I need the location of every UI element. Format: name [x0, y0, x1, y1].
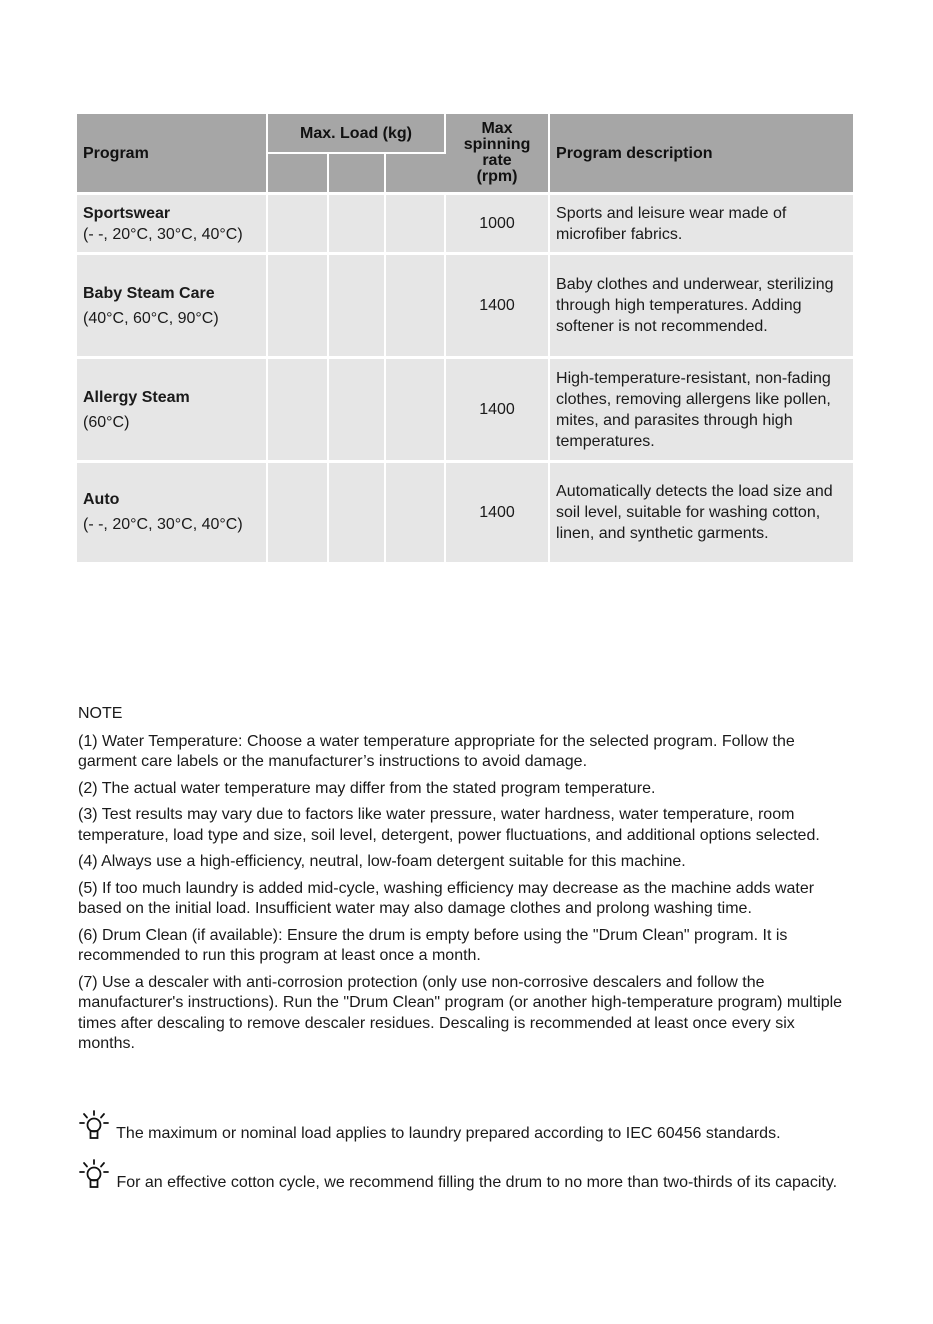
note-item: (6) Drum Clean (if available): Ensure the drum is empty before using the "Drum Clean" program. It is recommended to run this program at least once a month.: [78, 926, 788, 964]
program-temps: (60°C): [83, 413, 130, 431]
header-description: Program description: [549, 114, 853, 194]
load-cell: [267, 254, 328, 358]
program-name: Sportswear: [83, 204, 171, 222]
lightbulb-icon: [78, 1110, 112, 1140]
header-load-col-1: [267, 153, 328, 194]
program-cell: [77, 462, 267, 562]
table-row: [77, 254, 853, 358]
load-cell: [328, 358, 385, 462]
tips-section: [78, 1110, 853, 1207]
load-cell: [328, 254, 385, 358]
tip-item: [78, 1159, 853, 1194]
load-cell: [267, 194, 328, 254]
note-item: (1) Water Temperature: Choose a water temperature appropriate for the selected program. Follow the garment care labels or the manufacturer’s instructions to avoid damage.: [78, 732, 795, 770]
description-cell: Sports and leisure wear made of microfiber fabrics.: [549, 194, 853, 254]
note-item: (4) Always use a high-efficiency, neutral, low-foam detergent suitable for this machine.: [78, 853, 686, 870]
rpm-cell: 1400: [445, 358, 549, 462]
program-name: Allergy Steam: [83, 388, 190, 406]
rpm-cell: 1400: [445, 462, 549, 562]
tip-text: For an effective cotton cycle, we recommend filling the drum to no more than two-thirds of its capacity.: [116, 1173, 838, 1191]
load-cell: [385, 358, 445, 462]
note-item: (7) Use a descaler with anti-corrosion protection (only use non-corrosive descalers and follow the manufacturer's instructions). Run the "Drum Clean" program (or another high-temperature program) multiple times after descaling to remove descaler residues. Descaling is recommended at least once every six months.: [78, 973, 843, 1052]
table-row: [77, 358, 853, 462]
program-temps: (40°C, 60°C, 90°C): [83, 309, 219, 327]
program-name: Baby Steam Care: [83, 284, 215, 302]
description-cell: High-temperature-resistant, non-fading clothes, removing allergens like pollen, mites, and parasites through high temperatures.: [549, 358, 853, 462]
table-row: [77, 194, 853, 254]
description-cell: Baby clothes and underwear, sterilizing through high temperatures. Adding softener is not recommended.: [549, 254, 853, 358]
load-cell: [267, 358, 328, 462]
rpm-cell: 1400: [445, 254, 549, 358]
program-name: Auto: [83, 491, 120, 509]
header-spin-rate: Max spinning rate (rpm): [445, 114, 549, 194]
program-cell: [77, 194, 267, 254]
header-program: Program: [77, 114, 267, 194]
note-item: (2) The actual water temperature may differ from the stated program temperature.: [78, 779, 656, 797]
program-temps: (- -, 20°C, 30°C, 40°C): [83, 516, 243, 534]
program-cell: [77, 254, 267, 358]
table-row: [77, 462, 853, 562]
load-cell: [385, 462, 445, 562]
program-table: [77, 114, 853, 562]
tip-item: [78, 1110, 853, 1145]
description-cell: Automatically detects the load size and soil level, suitable for washing cotton, linen, and synthetic garments.: [549, 462, 853, 562]
lightbulb-icon: [78, 1159, 112, 1189]
program-temps: (- -, 20°C, 30°C, 40°C): [83, 225, 243, 243]
header-load-col-3: [385, 153, 445, 194]
program-cell: [77, 358, 267, 462]
load-cell: [385, 254, 445, 358]
header-max-load: Max. Load (kg): [267, 114, 445, 153]
load-cell: [328, 462, 385, 562]
rpm-cell: 1000: [445, 194, 549, 254]
tip-text: The maximum or nominal load applies to laundry prepared according to IEC 60456 standards.: [116, 1125, 781, 1142]
notes-title: NOTE: [78, 705, 123, 722]
note-item: (3) Test results may vary due to factors like water pressure, water hardness, water temperature, room temperature, load type and size, soil level, detergent, power fluctuations, and additional options selected.: [78, 806, 820, 844]
load-cell: [385, 194, 445, 254]
load-cell: [328, 194, 385, 254]
notes-section: [78, 704, 853, 1061]
load-cell: [267, 462, 328, 562]
note-item: (5) If too much laundry is added mid-cycle, washing efficiency may decrease as the machine adds water based on the initial load. Insufficient water may also damage clothes and prolong washing time.: [78, 879, 815, 917]
header-load-col-2: [328, 153, 385, 194]
